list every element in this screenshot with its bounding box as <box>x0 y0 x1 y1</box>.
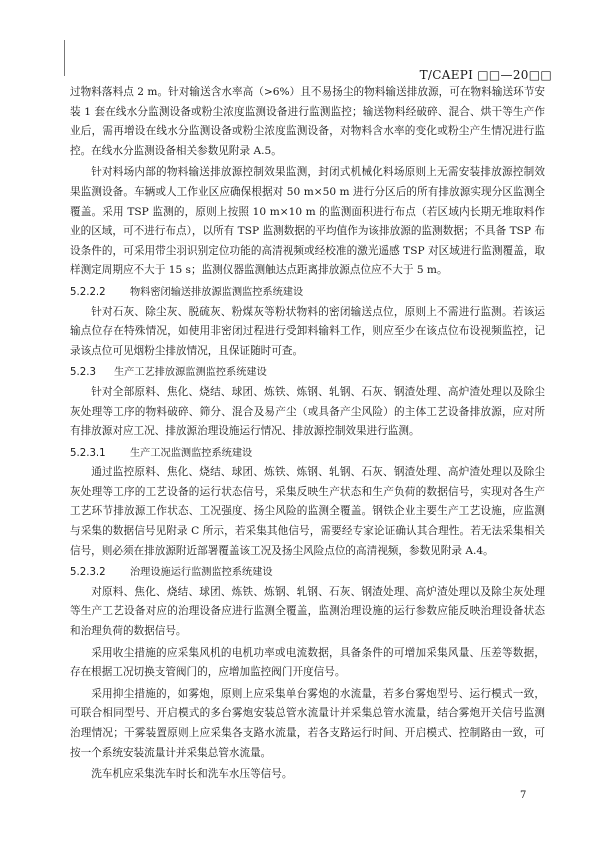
section-title: 生产工况监测监控系统建设 <box>130 447 253 459</box>
section-heading <box>70 283 545 303</box>
section-heading <box>70 444 545 464</box>
section-title: 生产工艺排放源监测监控系统建设 <box>114 367 267 379</box>
section-number: 5.2.2.2 <box>70 286 106 298</box>
paragraph: 针对全部原料、焦化、烧结、球团、炼铁、炼钢、轧钢、石灰、钢渣处理、高炉渣处理以及除尘灰处理等工序的物料破碎、筛分、混合及易产尘（或具备产尘风险）的主体工艺设备排放源，应对所有排放源对应工况、排放源治理设施运行情况、排放源控制效果进行监测。 <box>70 385 545 438</box>
section-heading <box>70 363 545 383</box>
paragraph: 过物料落料点 2 m。针对输送含水率高（>6%）且不易扬尘的物料输送排放源，可在物料输送环节安装 1 套在线水分监测设备或粉尘浓度监测设备进行监测监控；输送物料经破碎、混合、烘干等生产作业后，需再增设在线水分监测设备或粉尘浓度监测设备，对物料含水率的变化或粉尘产生情况进行监控。在线水分监测设备相关参数见附录 A.5。 <box>70 86 545 157</box>
paragraph: 采用收尘措施的应采集风机的电机功率或电流数据，具备条件的可增加采集风量、压差等数据，存在根据工况切换支管阀门的，应增加监控阀门开度信号。 <box>70 646 545 679</box>
paragraph: 针对石灰、除尘灰、脱硫灰、粉煤灰等粉状物料的密闭输送点位，原则上不需进行监测。若该运输点位存在特殊情况，如使用非密闭过程进行受卸料输料工作，则应至少在该点位布设视频监控，记录该点位可见烟粉尘排放情况，且保证随时可查。 <box>70 305 545 357</box>
paragraph: 对原料、焦化、烧结、球团、炼铁、炼钢、轧钢、石灰、钢渣处理、高炉渣处理以及除尘灰处理等生产工艺设备对应的治理设备应进行监测全覆盖，监测治理设施的运行参数应能反映治理设备状态和治理负荷的数据信号。 <box>70 585 545 638</box>
paragraph: 通过监控原料、焦化、烧结、球团、炼铁、炼钢、轧钢、石灰、钢渣处理、高炉渣处理以及除尘灰处理等工序的工艺设备的运行状态信号，采集反映生产状态和生产负荷的数据信号，实现对各生产工艺环节排放源工作状态、工况强度、扬尘风险的监测全覆盖。钢铁企业主要生产工艺设施，应监测与采集的数据信号见附录 C 所示，若采集其他信号，需要经专家论证确认其合理性。若无法采集相关信号，则必须在排放源附近部署覆盖该工况及扬尘风险点位的高清视频，参数见附录 A.4。 <box>70 466 545 557</box>
section-title: 治理设施运行监测监控系统建设 <box>130 567 273 579</box>
document-body <box>70 83 545 785</box>
section-number: 5.2.3 <box>70 367 96 379</box>
standard-id: T/CAEPI □□—20□□ <box>419 68 552 82</box>
margin-mark <box>64 40 65 76</box>
section-number: 5.2.3.1 <box>70 447 106 459</box>
section-heading <box>70 563 545 583</box>
paragraph: 针对料场内部的物料输送排放源控制效果监测，封闭式机械化料场原则上无需安装排放源控制效果监测设备。车辆或人工作业区应确保根据对 50 m×50 m 进行分区后的所有排放源实现分区监测全覆盖。采用 TSP 监测的，原则上按照 10 m×10 m 的监测面积进行布点（若区域内长期无堆取料作业的区域，可不进行布点），以所有 TSP 监测数据的平均值作为该排放源的监测数据；不具备 TSP 布设条件的，可采用带尘羽识别定位功能的高清视频或经校准的激光遥感 TSP 对区域进行监测覆盖，取样测定周期应不大于 15 s；监测仪器监测触达点距离排放源点位应不大于 5 m。 <box>70 166 545 277</box>
section-number: 5.2.3.2 <box>70 567 106 579</box>
paragraph: 洗车机应采集洗车时长和洗车水压等信号。 <box>91 768 293 781</box>
paragraph: 采用抑尘措施的，如雾炮，原则上应采集单台雾炮的水流量，若多台雾炮型号、运行模式一致，可联合相同型号、开启模式的多台雾炮安装总管水流量计并采集总管水流量，结合雾炮开关信号监测治理情况；干雾装置原则上应采集各支路水流量，若各支路运行时间、开启模式、控制路由一致，可按一个系统安装流量计并采集总管水流量。 <box>70 687 545 759</box>
section-title: 物料密闭输送排放源监测监控系统建设 <box>130 286 304 298</box>
page-number: 7 <box>520 790 527 801</box>
